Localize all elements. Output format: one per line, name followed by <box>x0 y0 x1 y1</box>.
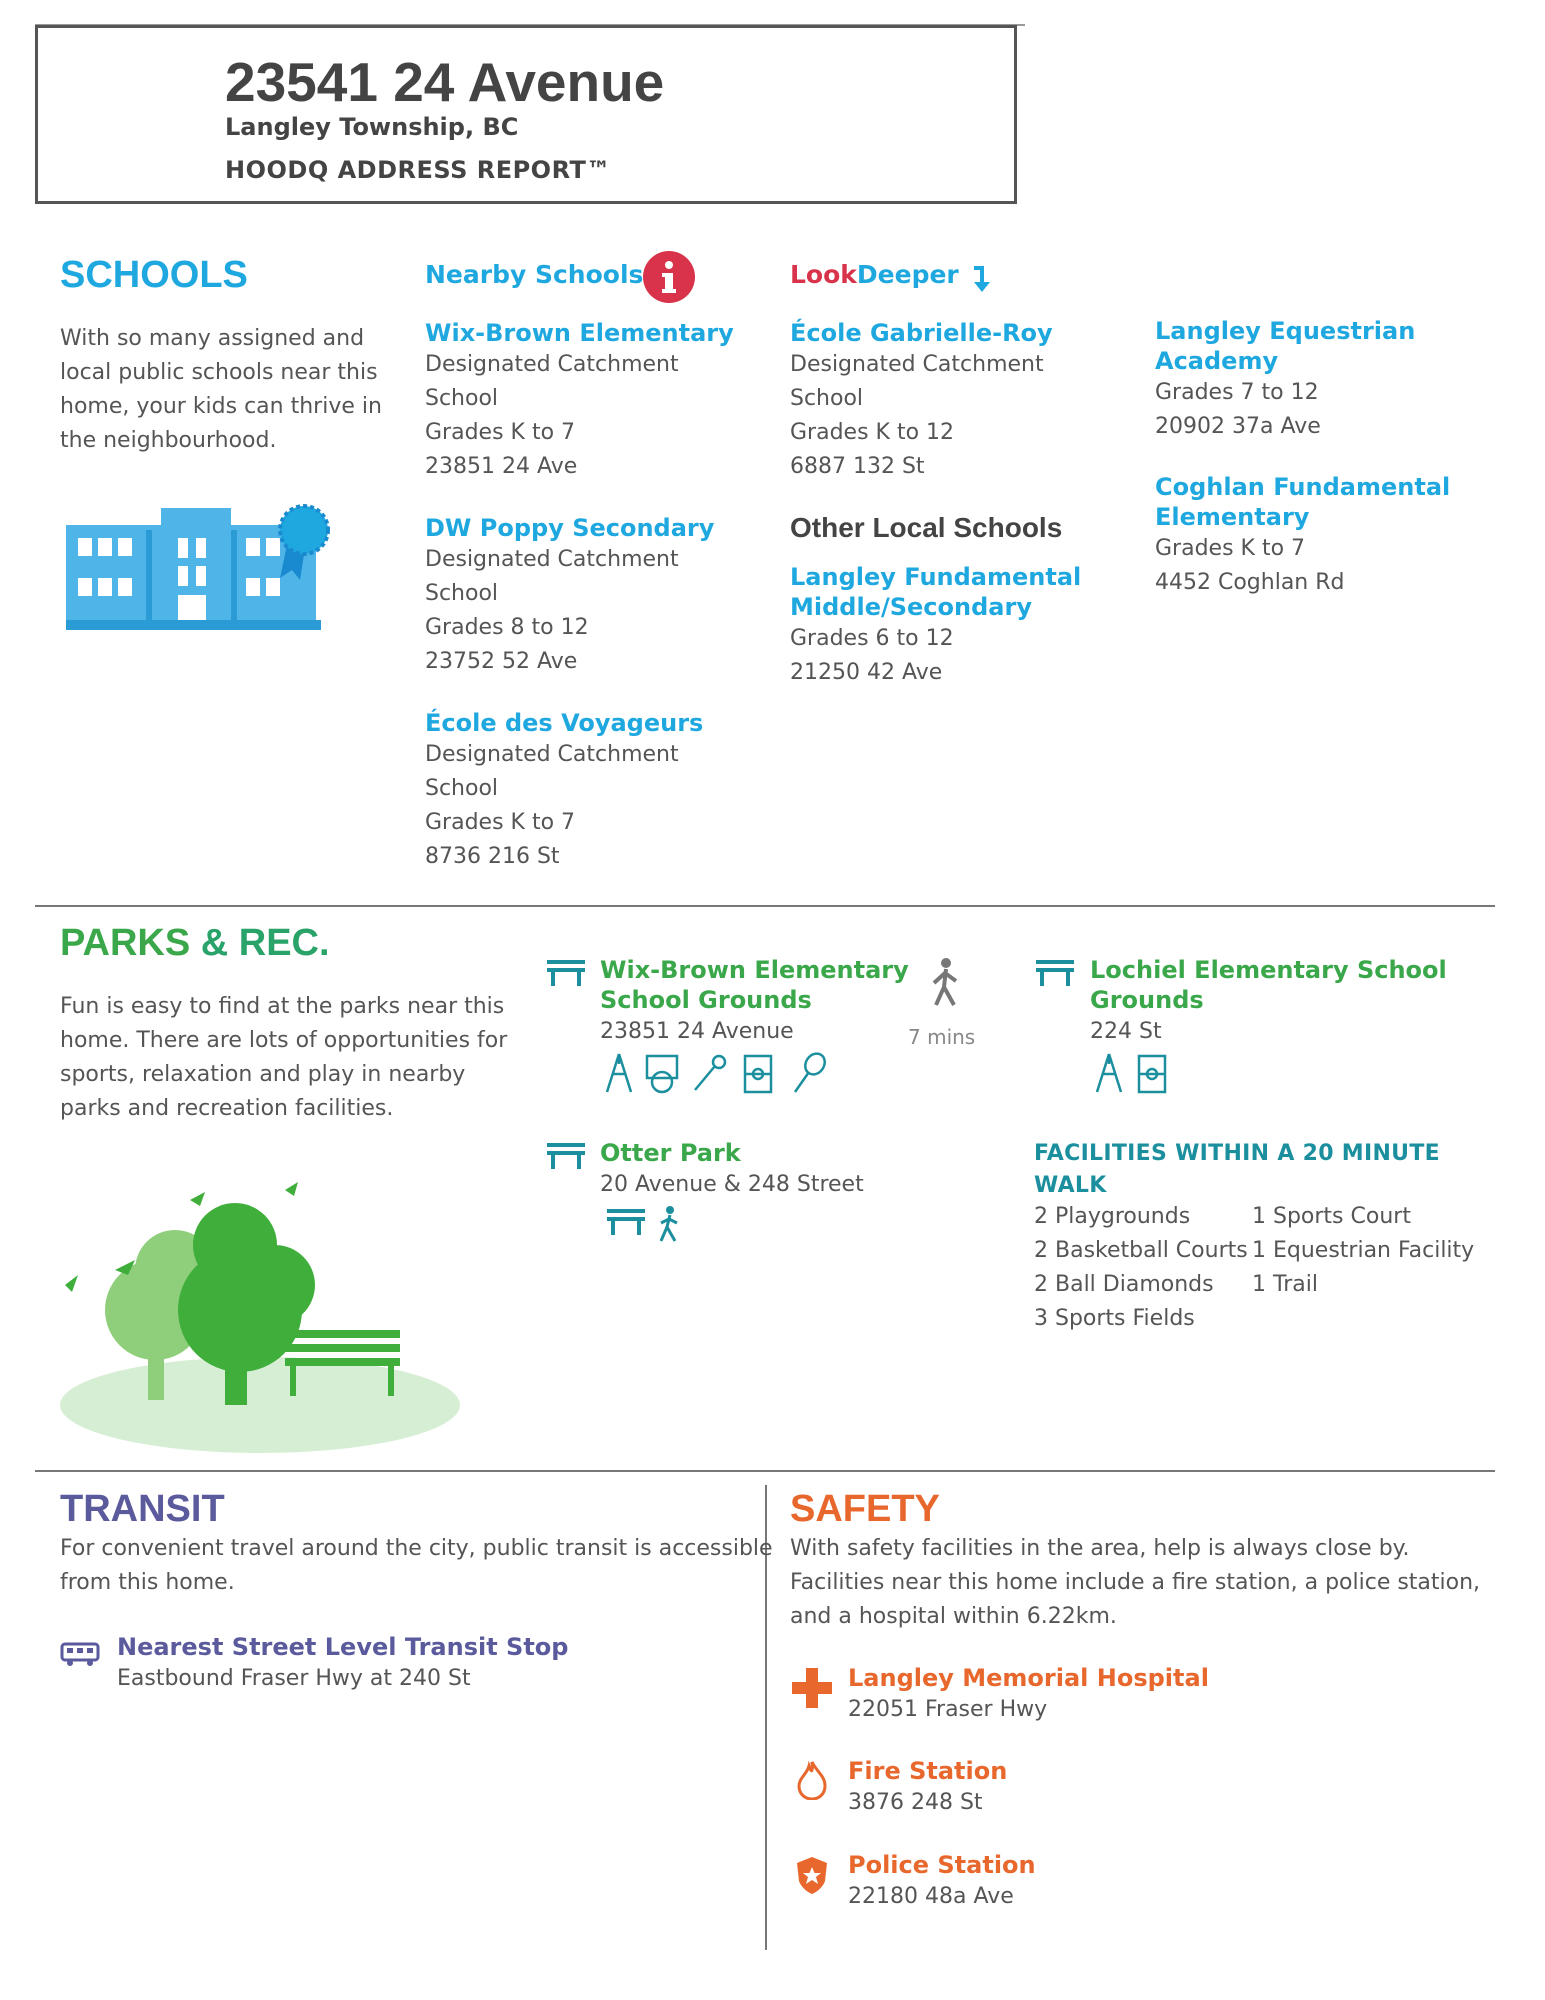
report-label: HOODQ ADDRESS REPORT™ <box>225 156 611 184</box>
fire-icon <box>797 1760 827 1800</box>
sports-field-icon <box>1139 1056 1165 1092</box>
sports-field-icon <box>745 1056 771 1092</box>
facilities-list-1: 2 Playgrounds 2 Basketball Courts 2 Ball Diamonds 3 Sports Fields <box>1034 1204 1248 1331</box>
bench-icon <box>545 958 587 988</box>
school-name[interactable]: DW Poppy Secondary <box>425 514 715 542</box>
hospital-cross-icon <box>792 1668 832 1708</box>
facilities-list-2: 1 Sports Court 1 Equestrian Facility 1 Trail <box>1252 1204 1475 1297</box>
tennis-icon <box>795 1052 829 1092</box>
school-name[interactable]: Coghlan Fundamental <box>1155 473 1451 501</box>
park-lochiel-amenities <box>1095 1052 1175 1096</box>
basketball-icon <box>647 1056 677 1092</box>
safety-name[interactable]: Langley Memorial Hospital <box>848 1664 1209 1692</box>
section-divider <box>35 905 1495 907</box>
transit-stop-label[interactable]: Nearest Street Level Transit Stop <box>117 1633 569 1661</box>
safety-hospital: Langley Memorial Hospital 22051 Fraser Hwy <box>848 1664 1209 1722</box>
school-ecole-voyageurs: École des Voyageurs Designated Catchment School Grades K to 7 8736 216 St <box>425 709 704 869</box>
safety-police-station: Police Station 22180 48a Ave <box>848 1851 1036 1909</box>
park-otter-amenities <box>605 1205 685 1245</box>
safety-title: SAFETY <box>790 1488 940 1530</box>
school-name[interactable]: École des Voyageurs <box>425 709 704 737</box>
section-divider <box>35 1470 1495 1472</box>
school-dw-poppy: DW Poppy Secondary Designated Catchment School Grades 8 to 12 23752 52 Ave <box>425 514 715 674</box>
ball-diamond-icon <box>695 1056 725 1090</box>
school-coghlan-fundamental: Coghlan Fundamental Elementary Grades K to 7 4452 Coghlan Rd <box>1155 473 1451 595</box>
school-ecole-gabrielle-roy: École Gabrielle-Roy Designated Catchment School Grades K to 12 6887 132 St <box>790 319 1053 479</box>
transit-stop: Nearest Street Level Transit Stop Eastbound Fraser Hwy at 240 St <box>117 1633 569 1691</box>
school-name[interactable]: Langley Equestrian <box>1155 317 1416 345</box>
parks-description: Fun is easy to find at the parks near this home. There are lots of opportunities for sports, relaxation and play in nearby parks and recreation facilities. <box>60 994 508 1121</box>
other-local-schools-heading: Other Local Schools <box>790 512 1063 543</box>
school-name[interactable]: Wix-Brown Elementary <box>425 319 734 347</box>
info-icon[interactable] <box>643 251 695 303</box>
park-name[interactable]: Wix-Brown Elementary <box>600 956 909 984</box>
safety-fire-station: Fire Station 3876 248 St <box>848 1757 1008 1815</box>
walking-person-icon <box>928 957 964 1009</box>
safety-description: With safety facilities in the area, help is always close by. Facilities near this home include a fire station, a police station, and a hospital within 6.22km. <box>790 1536 1481 1629</box>
school-langley-fundamental: Langley Fundamental Middle/Secondary Grades 6 to 12 21250 42 Ave <box>790 563 1082 685</box>
bench-icon <box>1034 958 1076 988</box>
nearby-schools-label: Nearby Schools <box>425 260 644 289</box>
playground-icon <box>607 1054 631 1092</box>
address-city: Langley Township, BC <box>225 113 519 141</box>
transit-description: For convenient travel around the city, public transit is accessible from this home. <box>60 1536 773 1595</box>
police-badge-icon <box>795 1855 829 1895</box>
school-name[interactable]: École Gabrielle-Roy <box>790 319 1053 347</box>
schools-title: SCHOOLS <box>60 254 248 296</box>
transit-title: TRANSIT <box>60 1488 225 1530</box>
park-name[interactable]: Otter Park <box>600 1139 741 1167</box>
schools-description: With so many assigned and local public schools near this home, your kids can thrive in the neighbourhood. <box>60 326 382 453</box>
school-wix-brown: Wix-Brown Elementary Designated Catchment School Grades K to 7 23851 24 Ave <box>425 319 734 479</box>
parks-title: PARKS & REC. <box>60 922 330 964</box>
park-wix-brown-amenities <box>605 1052 845 1096</box>
address-title: 23541 24 Avenue <box>225 51 665 113</box>
bench-icon <box>545 1141 587 1171</box>
safety-name[interactable]: Police Station <box>848 1851 1036 1879</box>
park-lochiel: Lochiel Elementary School Grounds 224 St <box>1090 956 1447 1044</box>
school-langley-equestrian: Langley Equestrian Academy Grades 7 to 12 20902 37a Ave <box>1155 317 1416 439</box>
park-name[interactable]: Lochiel Elementary School <box>1090 956 1447 984</box>
school-name[interactable]: Langley Fundamental <box>790 563 1082 591</box>
facilities-heading: FACILITIES WITHIN A 20 MINUTE WALK <box>1034 1141 1440 1198</box>
park-wix-brown: Wix-Brown Elementary School Grounds 23851 24 Avenue <box>600 956 909 1044</box>
safety-name[interactable]: Fire Station <box>848 1757 1008 1785</box>
school-building-icon <box>66 500 341 635</box>
lookdeeper-link[interactable]: LookDeeper <box>790 260 959 289</box>
playground-icon <box>1097 1054 1121 1092</box>
walk-time: 7 mins <box>908 1025 976 1049</box>
park-trees-illustration <box>60 1160 475 1460</box>
arrow-down-icon <box>970 262 994 294</box>
bench-amenity-icon <box>607 1209 645 1235</box>
park-otter: Otter Park 20 Avenue & 248 Street <box>600 1139 864 1197</box>
trail-runner-icon <box>661 1206 677 1241</box>
bus-icon <box>60 1640 100 1668</box>
